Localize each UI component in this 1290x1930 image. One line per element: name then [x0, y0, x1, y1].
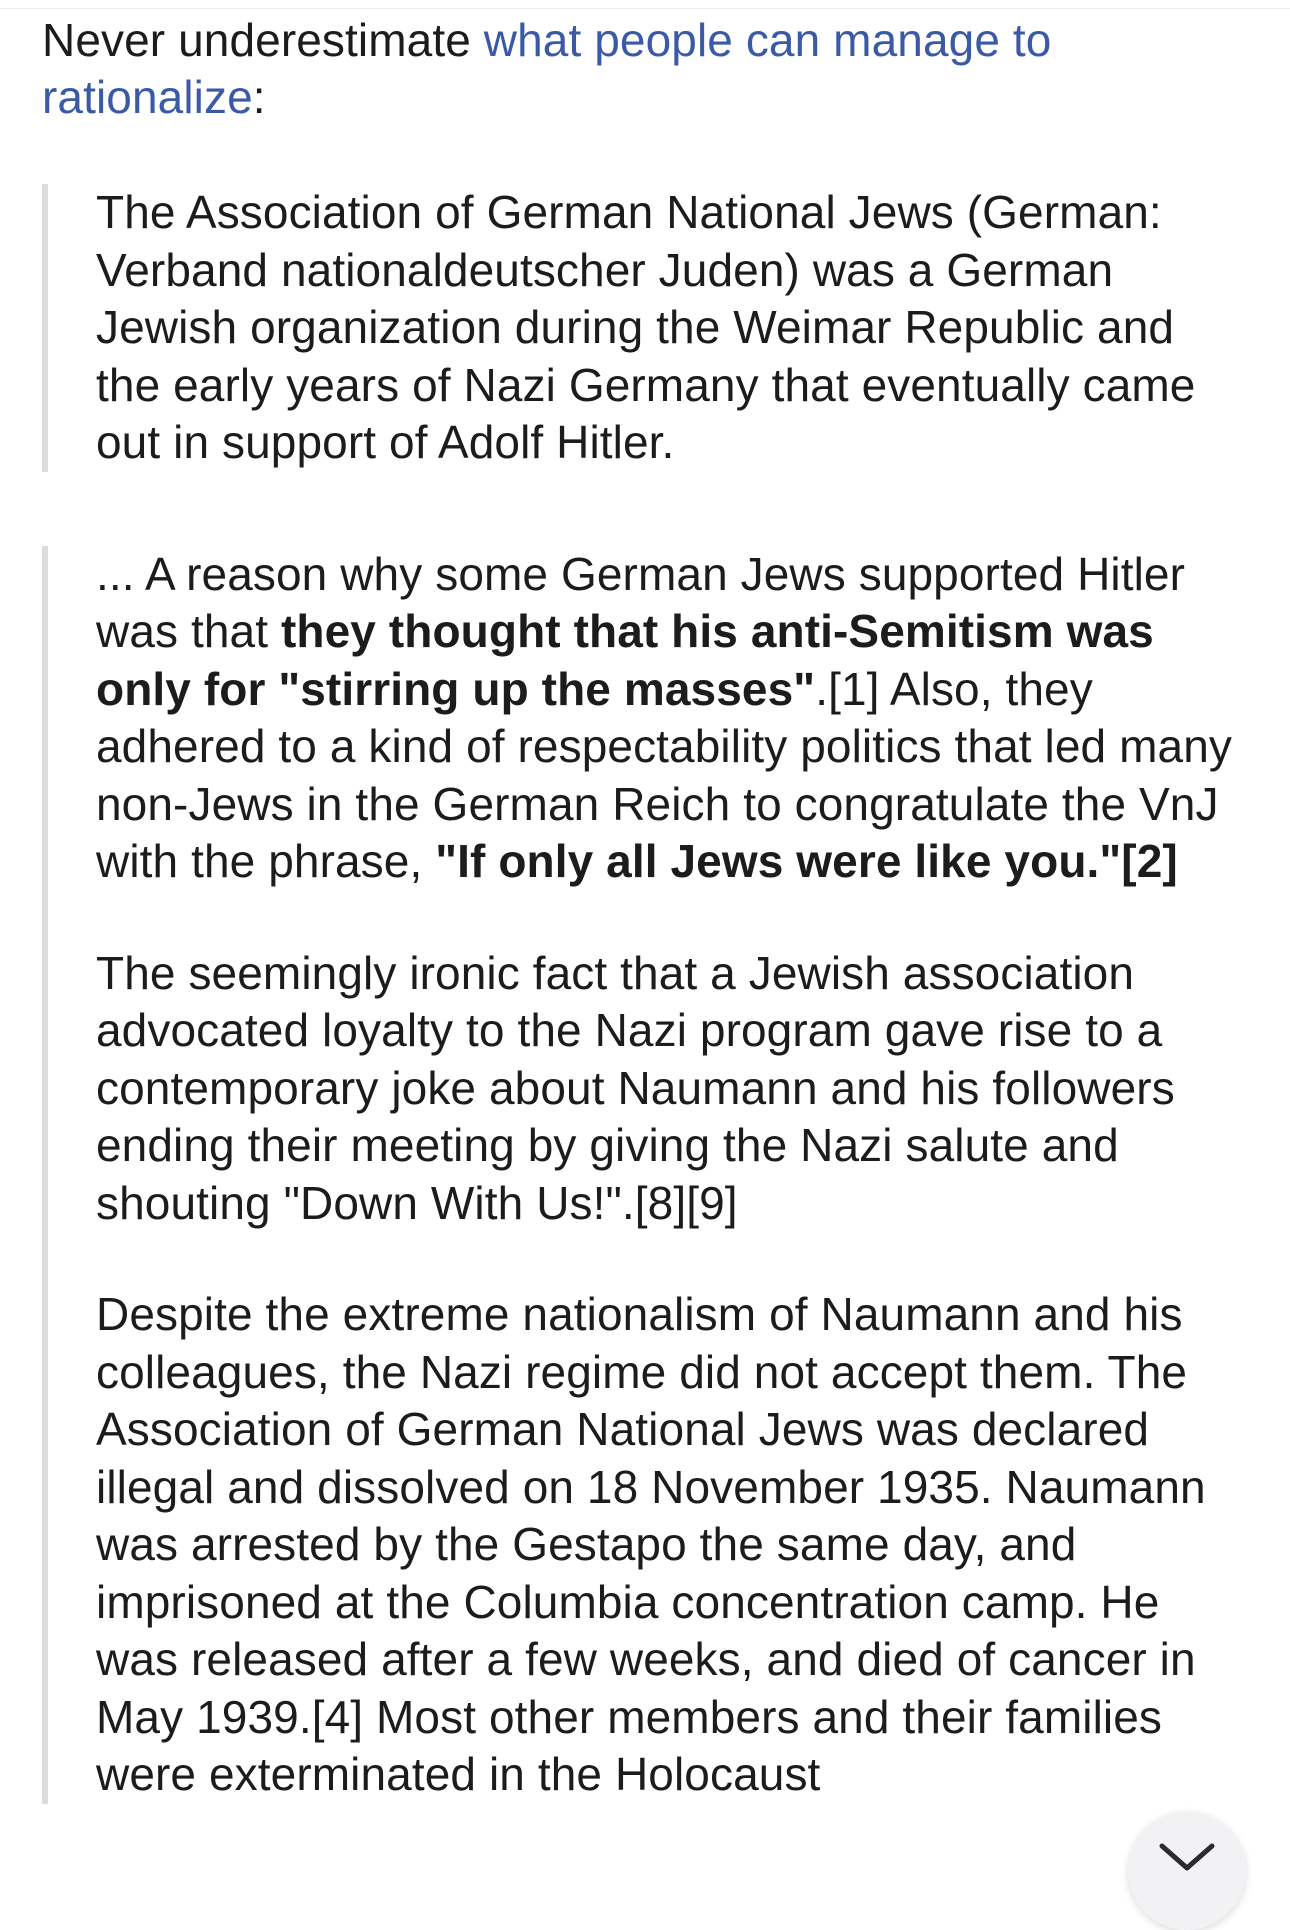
blockquote-2: [42, 546, 1247, 1804]
quote2-p1-bold-1: they thought that his anti-Semitism was only for "stirring up the masses": [96, 605, 1154, 715]
post-body: [42, 12, 1247, 1804]
quote2-paragraph-1: [96, 546, 1247, 891]
rationalize-link[interactable]: what people can manage to rationalize: [42, 14, 1052, 123]
intro-paragraph: [42, 12, 1247, 126]
intro-lead: Never underestimate: [42, 14, 484, 66]
quote2-paragraph-2: The seemingly ironic fact that a Jewish association advocated loyalty to the Nazi program gave rise to a contemporary joke about Naumann and his followers ending their meeting by giving the Nazi salute and shouting "Down With Us!".[8][9]: [96, 946, 1175, 1229]
quote2-p1-a: ... A reason why some German Jews supported Hitler was that: [96, 547, 1186, 657]
quote2-paragraph-3: Despite the extreme nationalism of Naumann and his colleagues, the Nazi regime did not accept them. The Association of German National Jews was declared illegal and dissolved on 18 November 1935. Naumann was arrested by the Gestapo the same day, and imprisoned at the Columbia concentration camp. He was released after a few weeks, and died of cancer in May 1939.[4] Most other members and their families were exterminated in the Holocaust: [96, 1288, 1206, 1800]
quote2-p1-bold-2: "If only all Jews were like you."[2]: [435, 835, 1178, 887]
intro-trail: :: [252, 71, 266, 123]
quote1-text: The Association of German National Jews (German: Verband nationaldeutscher Juden) was a German Jewish organization during the Weimar Republic and the early years of Nazi Germany that eventually came out in support of Adolf Hitler.: [96, 186, 1196, 468]
top-divider: [0, 0, 1290, 9]
scroll-down-button[interactable]: [1128, 1812, 1246, 1930]
quote2-p1-c: .[1] Also, they adhered to a kind of respectability politics that led many non-Jews in the German Reich to congratulate the VnJ with the phrase,: [96, 662, 1232, 887]
blockquote-1: [42, 184, 1247, 472]
chevron-down-icon: [1158, 1842, 1216, 1876]
